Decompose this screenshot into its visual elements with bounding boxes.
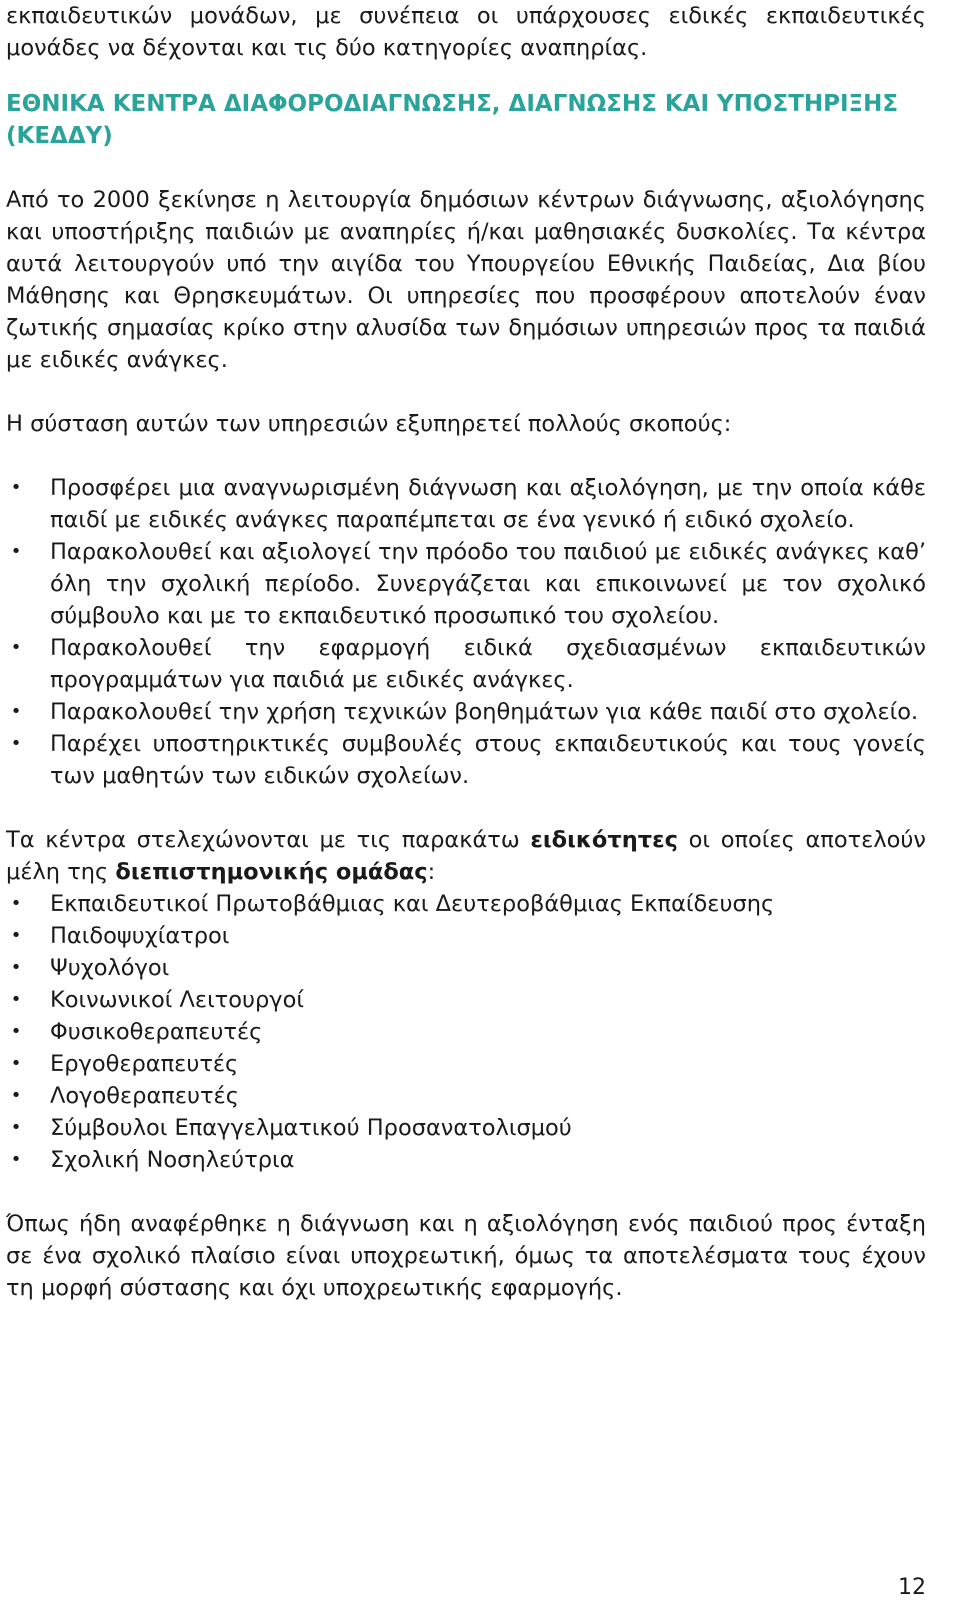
list-item-text: Κοινωνικοί Λειτουργοί bbox=[50, 987, 304, 1013]
list-item-text: Φυσικοθεραπευτές bbox=[50, 1019, 263, 1045]
list-item bbox=[6, 1144, 926, 1176]
list-item-text: Εκπαιδευτικοί Πρωτοβάθμιας και Δευτεροβάθμιας Εκπαίδευσης bbox=[50, 891, 775, 917]
document-page bbox=[6, 0, 926, 1304]
list-item bbox=[6, 472, 926, 536]
team-emphasis: διεπιστημονικής ομάδας bbox=[115, 859, 428, 885]
list-item bbox=[6, 1112, 926, 1144]
list-item-text: Σύμβουλοι Επαγγελματικού Προσανατολισμού bbox=[50, 1115, 572, 1141]
paragraph-2: Η σύσταση αυτών των υπηρεσιών εξυπηρετεί πολλούς σκοπούς: bbox=[6, 411, 732, 437]
list-item-text: Παρέχει υποστηρικτικές συμβουλές στους εκπαιδευτικούς και τους γονείς των μαθητών των ειδικών σχολείων. bbox=[50, 731, 926, 789]
spacer bbox=[6, 440, 926, 472]
paragraph-4: Όπως ήδη αναφέρθηκε η διάγνωση και η αξιολόγηση ενός παιδιού προς ένταξη σε ένα σχολικό πλαίσιο είναι υποχρεωτική, όμως τα αποτελέσματα τους έχουν τη μορφή σύστασης και όχι υποχρεωτικής εφαρμογής. bbox=[6, 1211, 926, 1301]
list-item bbox=[6, 888, 926, 920]
list-item bbox=[6, 728, 926, 792]
list-item-text: Ψυχολόγοι bbox=[50, 955, 170, 981]
intro-paragraph: εκπαιδευτικών μονάδων, με συνέπεια οι υπάρχουσες ειδικές εκπαιδευτικές μονάδες να δέχονται και τις δύο κατηγορίες αναπηρίας. bbox=[6, 3, 926, 61]
list-item bbox=[6, 1080, 926, 1112]
bullet-icon: • bbox=[10, 1117, 22, 1138]
bullet-icon: • bbox=[10, 477, 22, 498]
paragraph-3 bbox=[6, 824, 926, 888]
list-item bbox=[6, 1048, 926, 1080]
bullet-icon: • bbox=[10, 893, 22, 914]
bullet-icon: • bbox=[10, 733, 22, 754]
list-item-text: Παρακολουθεί και αξιολογεί την πρόοδο του παιδιού με ειδικές ανάγκες καθ’ όλη την σχολική περίοδο. Συνεργάζεται και επικοινωνεί με τον σχολικό σύμβουλο και με το εκπαιδευτικό προσωπικό του σχολείου. bbox=[50, 539, 926, 629]
bullet-icon: • bbox=[10, 541, 22, 562]
list-item-text: Λογοθεραπευτές bbox=[50, 1083, 239, 1109]
bullet-icon: • bbox=[10, 637, 22, 658]
list-item bbox=[6, 1016, 926, 1048]
list-item bbox=[6, 632, 926, 696]
spacer bbox=[6, 152, 926, 184]
list-item bbox=[6, 984, 926, 1016]
specialties-list bbox=[6, 888, 926, 1176]
list-item bbox=[6, 536, 926, 632]
section-heading: ΕΘΝΙΚΑ ΚΕΝΤΡΑ ΔΙΑΦΟΡΟΔΙΑΓΝΩΣΗΣ, ΔΙΑΓΝΩΣΗΣ ΚΑΙ ΥΠΟΣΤΗΡΙΞΗΣ (ΚΕΔΔΥ) bbox=[6, 91, 899, 149]
paragraph-3-part-3: : bbox=[427, 859, 436, 885]
bullet-icon: • bbox=[10, 1149, 22, 1170]
purposes-list bbox=[6, 472, 926, 792]
list-item-text: Εργοθεραπευτές bbox=[50, 1051, 239, 1077]
list-item bbox=[6, 920, 926, 952]
paragraph-3-part-1: Τα κέντρα στελεχώνονται με τις παρακάτω bbox=[6, 827, 531, 853]
spacer bbox=[6, 792, 926, 824]
specialties-emphasis: ειδικότητες bbox=[530, 827, 678, 853]
list-item-text: Παρακολουθεί την εφαρμογή ειδικά σχεδιασμένων εκπαιδευτικών προγραμμάτων για παιδιά με ειδικές ανάγκες. bbox=[50, 635, 926, 693]
spacer bbox=[6, 1176, 926, 1208]
bullet-icon: • bbox=[10, 1085, 22, 1106]
bullet-icon: • bbox=[10, 989, 22, 1010]
list-item-text: Προσφέρει μια αναγνωρισμένη διάγνωση και αξιολόγηση, με την οποία κάθε παιδί με ειδικές ανάγκες παραπέμπεται σε ένα γενικό ή ειδικό σχολείο. bbox=[50, 475, 926, 533]
bullet-icon: • bbox=[10, 1053, 22, 1074]
list-item-text: Παιδοψυχίατροι bbox=[50, 923, 230, 949]
bullet-icon: • bbox=[10, 925, 22, 946]
list-item-text: Σχολική Νοσηλεύτρια bbox=[50, 1147, 295, 1173]
paragraph-1: Από το 2000 ξεκίνησε η λειτουργία δημόσιων κέντρων διάγνωσης, αξιολόγησης και υποστήριξης παιδιών με αναπηρίες ή/και μαθησιακές δυσκολίες. Τα κέντρα αυτά λειτουργούν υπό την αιγίδα του Υπουργείου Εθνικής Παιδείας, Δια βίου Μάθησης και Θρησκευμάτων. Οι υπηρεσίες που προσφέρουν αποτελούν έναν ζωτικής σημασίας κρίκο στην αλυσίδα των δημόσιων υπηρεσιών προς τα παιδιά με ειδικές ανάγκες. bbox=[6, 187, 926, 373]
list-item-text: Παρακολουθεί την χρήση τεχνικών βοηθημάτων για κάθε παιδί στο σχολείο. bbox=[50, 699, 919, 725]
list-item bbox=[6, 696, 926, 728]
list-item bbox=[6, 952, 926, 984]
spacer bbox=[6, 376, 926, 408]
paragraph-3-part-2: οι οποίες αποτελούν μέλη της bbox=[6, 827, 926, 885]
bullet-icon: • bbox=[10, 701, 22, 722]
bullet-icon: • bbox=[10, 1021, 22, 1042]
page-number: 12 bbox=[898, 1575, 926, 1600]
bullet-icon: • bbox=[10, 957, 22, 978]
